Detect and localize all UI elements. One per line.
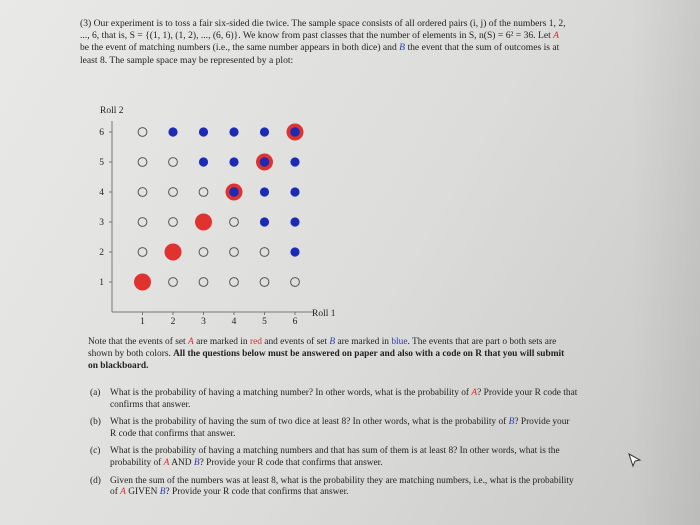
point-set-a xyxy=(165,244,182,261)
intro-line-3: number of elements in S, n(S) = 6² = 36. Let xyxy=(380,30,554,42)
sample-space-plot xyxy=(90,100,340,332)
point-set-a-and-b xyxy=(287,124,304,141)
question-a xyxy=(88,388,578,411)
intro-line-2: of the numbers 1, 2, ..., 6, that is, S = {(1, 1), (1, 2), ..., (6, 6)}. We know from past classes that the xyxy=(80,18,566,42)
intro-line-5: may be represented by a plot: xyxy=(180,54,294,66)
point-neither xyxy=(199,278,208,287)
question-text-end: ? Provide your R code that confirms that answer. xyxy=(199,457,383,468)
point-neither xyxy=(199,188,208,197)
point-neither xyxy=(199,248,208,257)
question-label: (a) xyxy=(90,388,101,398)
point-neither xyxy=(169,158,178,167)
question-text: What is the probability of having a matching numbers and that has sum of them is at least 8? In other words, what is the probability of xyxy=(110,446,560,468)
point-set-b xyxy=(229,127,238,136)
point-set-b xyxy=(199,127,208,136)
y-axis-label: Roll 2 xyxy=(100,106,124,116)
note-text-1: Note that the events of set xyxy=(88,337,188,347)
point-neither xyxy=(138,248,147,257)
point-neither xyxy=(138,158,147,167)
question-d xyxy=(88,476,578,499)
note-bold-instruction: All the questions below must be answered on paper and also with a code on R that you will submit on blackboard. xyxy=(88,349,565,371)
point-set-b-core xyxy=(229,187,239,197)
intro-line-1: Our experiment is to toss a fair six-sided die twice. The sample space consists of all ordered pairs (i, j) xyxy=(93,18,487,29)
point-neither xyxy=(230,248,239,257)
question-var-b: B xyxy=(508,417,515,428)
point-neither xyxy=(138,218,147,227)
question-text-end: ? Provide your R code that confirms that answer. xyxy=(110,417,570,439)
question-c xyxy=(88,446,578,469)
point-set-b xyxy=(290,187,299,196)
point-neither xyxy=(260,278,269,287)
question-label: (d) xyxy=(90,475,101,486)
point-set-a xyxy=(195,214,212,231)
point-set-b xyxy=(199,157,208,166)
point-neither xyxy=(138,128,147,137)
point-neither xyxy=(169,278,178,287)
point-neither xyxy=(291,278,300,287)
question-number: (3) xyxy=(80,18,92,29)
question-text: What is the probability of having the sum of two dice at least 8? In other words, what is the probability of xyxy=(110,417,509,428)
point-neither xyxy=(169,188,178,197)
point-set-b xyxy=(260,127,269,136)
plot-note xyxy=(88,336,572,372)
y-tick-label: 5 xyxy=(99,158,104,168)
point-set-b-core xyxy=(290,127,300,137)
question-text-end: ? Provide your R code that confirms that answer. xyxy=(110,388,578,410)
x-tick-label: 6 xyxy=(292,317,298,327)
note-red-word: red xyxy=(249,337,262,347)
screen-glare-shade xyxy=(630,0,700,525)
point-set-b xyxy=(168,127,177,136)
question-var-a: A xyxy=(163,457,170,468)
point-neither xyxy=(230,218,239,227)
event-a-symbol: A xyxy=(553,30,560,42)
note-blue-word: blue xyxy=(391,337,408,347)
x-tick-label: 4 xyxy=(231,317,237,327)
question-text: Given the sum of the numbers was at least 8, what is the probability they are matching numbers, i.e., what is the probability of xyxy=(110,475,574,498)
intro-line-4-rest: the event that the sum of outcomes is at least 8. The sample space xyxy=(80,42,560,66)
point-neither xyxy=(138,188,147,197)
plot-points xyxy=(134,124,304,291)
question-text: What is the probability of having a matching number? In other words, what is the probability of xyxy=(110,388,472,398)
x-axis-label: Roll 1 xyxy=(312,309,336,319)
question-var-a: A xyxy=(120,487,126,498)
note-text-4: are marked in xyxy=(335,337,392,347)
note-text-2: are marked in xyxy=(193,337,250,347)
note-text-5: . The events that are part o both sets are shown by both colors. xyxy=(88,337,557,359)
x-tick-label: 5 xyxy=(262,317,267,327)
point-neither xyxy=(260,248,269,257)
question-var-a: A xyxy=(471,388,478,398)
y-tick-label: 2 xyxy=(99,248,104,258)
event-b-symbol: B xyxy=(399,42,406,54)
y-tick-label: 1 xyxy=(99,278,104,288)
point-set-a xyxy=(134,274,151,291)
problem-intro xyxy=(80,18,570,67)
y-tick-label: 3 xyxy=(99,218,104,228)
note-text-3: and events of set xyxy=(261,337,330,347)
question-var-b: B xyxy=(159,487,166,498)
point-set-b xyxy=(260,217,269,226)
question-label: (b) xyxy=(90,417,101,428)
question-list xyxy=(88,388,578,505)
point-neither xyxy=(169,218,178,227)
intro-line-4: number appears in both dice) and xyxy=(268,42,400,54)
intro-line-3-rest: be the event of matching numbers (i.e., the same xyxy=(80,42,267,54)
y-tick-label: 4 xyxy=(99,188,104,198)
note-set-b: B xyxy=(329,337,336,347)
point-set-a-and-b xyxy=(226,184,243,201)
point-set-a-and-b xyxy=(256,154,273,171)
point-set-b xyxy=(290,157,299,166)
point-set-b xyxy=(260,187,269,196)
point-set-b xyxy=(290,247,299,256)
question-text-mid: GIVEN xyxy=(125,487,160,498)
question-label: (c) xyxy=(90,446,101,457)
note-set-a: A xyxy=(187,337,194,347)
question-text-mid: AND xyxy=(169,457,194,468)
point-set-b xyxy=(290,217,299,226)
question-var-b: B xyxy=(193,457,200,468)
x-tick-label: 1 xyxy=(140,317,145,327)
x-tick-label: 3 xyxy=(201,317,206,327)
x-tick-label: 2 xyxy=(170,317,176,327)
y-tick-label: 6 xyxy=(99,128,104,138)
point-set-b xyxy=(229,157,238,166)
point-set-b-core xyxy=(260,157,270,167)
question-text-end: ? Provide your R code that confirms that answer. xyxy=(165,487,349,498)
point-neither xyxy=(230,278,239,287)
question-b xyxy=(88,417,578,440)
